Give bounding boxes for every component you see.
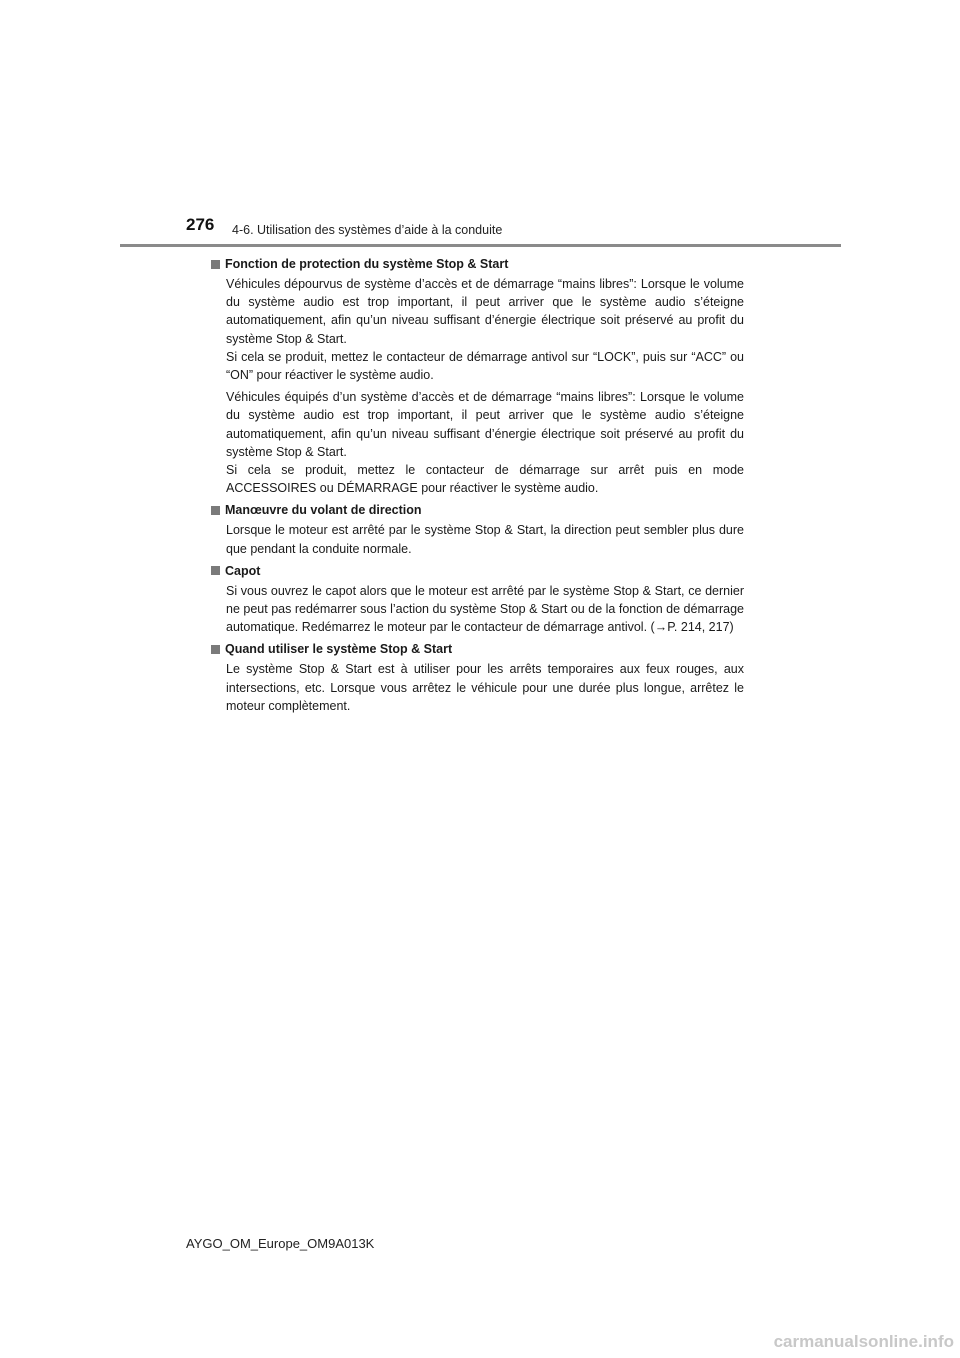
content	[211, 255, 744, 719]
section-title-text: Fonction de protection du système Stop & Start	[225, 257, 509, 271]
section-title-text: Capot	[225, 563, 261, 578]
square-bullet-icon	[211, 260, 220, 269]
section-title	[211, 501, 744, 519]
paragraph-line: Lorsque le moteur est arrêté par le système Stop & Start, la direction peut sembler plus dure que pendant la conduite normale.	[226, 523, 744, 556]
section-title	[211, 562, 744, 580]
paragraph	[226, 388, 744, 497]
section-steering-wheel	[211, 501, 744, 557]
section-title	[211, 255, 744, 273]
square-bullet-icon	[211, 645, 220, 654]
header-rule	[120, 244, 841, 247]
paragraph-line: Véhicules équipés d’un système d’accès et de démarrage “mains libres”: Lorsque le volume du système audio est trop important, il peut arriver que le système audio s’éteigne automatiquement, afin qu’un niveau suffisant d’énergie électrique soit préservé au profit du système Stop & Start.	[226, 390, 744, 459]
section-hood	[211, 562, 744, 637]
square-bullet-icon	[211, 506, 220, 515]
watermark: carmanualsonline.info	[773, 1332, 954, 1351]
paragraph	[226, 521, 744, 557]
square-bullet-icon	[211, 566, 220, 575]
section-when-to-use	[211, 640, 744, 715]
paragraph-line: Le système Stop & Start est à utiliser pour les arrêts temporaires aux feux rouges, aux intersections, etc. Lorsque vous arrêtez le véhicule pour une durée plus longue, arrêtez le moteur complètement.	[226, 662, 744, 713]
section-title	[211, 640, 744, 658]
paragraph	[226, 660, 744, 715]
paragraph	[226, 275, 744, 384]
section-title-text: Quand utiliser le système Stop & Start	[225, 642, 453, 657]
paragraph	[226, 582, 744, 637]
section-title-text: Manœuvre du volant de direction	[225, 503, 422, 518]
document-code: AYGO_OM_Europe_OM9A013K	[186, 1236, 375, 1251]
page-number: 276	[186, 215, 215, 234]
paragraph-line: Si cela se produit, mettez le contacteur de démarrage sur arrêt puis en mode ACCESSOIRES ou DÉMARRAGE pour réactiver le système audio.	[226, 463, 744, 496]
section-stop-start-protection	[211, 255, 744, 497]
paragraph-line: Si vous ouvrez le capot alors que le moteur est arrêté par le système Stop & Start, ce dernier ne peut pas redémarrer sous l’action du système Stop & Start ou de la fonction de démarrage automatique. Redémarrez le moteur par le contacteur de démarrage antivol. (→P. 214, 217)	[226, 583, 744, 635]
section-header: 4-6. Utilisation des systèmes d’aide à la conduite	[232, 223, 503, 237]
paragraph-line: Véhicules dépourvus de système d’accès et de démarrage “mains libres”: Lorsque le volume du système audio est trop important, il peut arriver que le système audio s’éteigne automatiquement, afin qu’un niveau suffisant d’énergie électrique soit préservé au profit du système Stop & Start.	[226, 277, 744, 346]
paragraph-line: Si cela se produit, mettez le contacteur de démarrage antivol sur “LOCK”, puis sur “ACC” ou “ON” pour réactiver le système audio.	[226, 349, 744, 383]
